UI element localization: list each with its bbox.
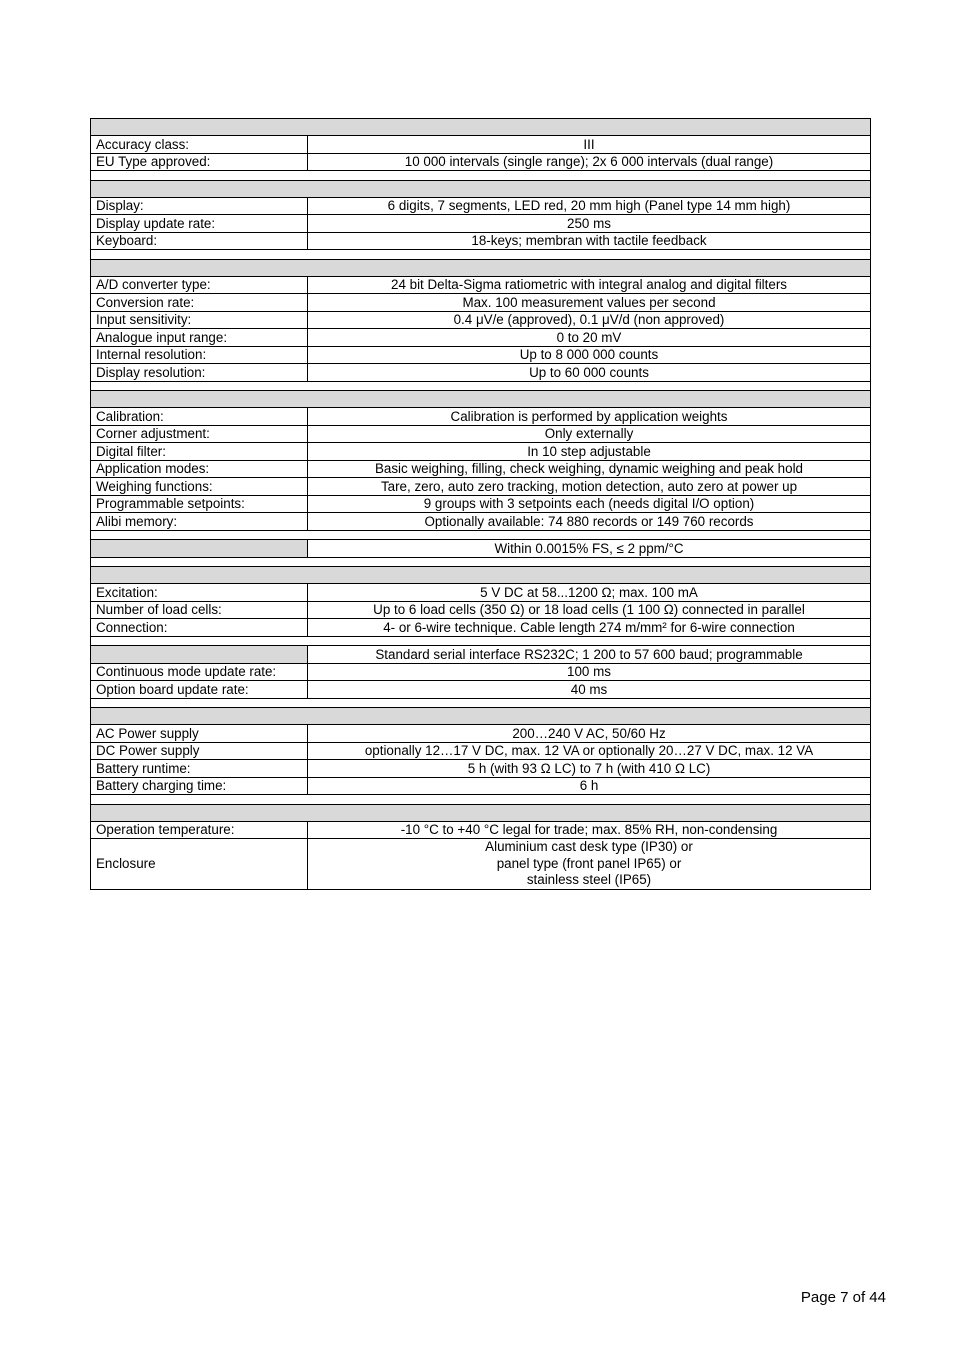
spec-value-line: Aluminium cast desk type (IP30) or — [485, 839, 693, 855]
spec-row — [91, 681, 871, 699]
spec-label: Weighing functions: — [91, 478, 308, 496]
spec-value: 0 to 20 mV — [308, 329, 871, 347]
spec-value: Optionally available: 74 880 records or 149 760 records — [308, 513, 871, 531]
spec-label: A/D converter type: — [91, 276, 308, 294]
spec-row — [91, 425, 871, 443]
spec-row — [91, 215, 871, 233]
spacer-row — [91, 557, 871, 567]
spec-label: Enclosure — [91, 839, 308, 890]
spec-label: Analogue input range: — [91, 329, 308, 347]
spec-value-line: stainless steel (IP65) — [526, 872, 652, 888]
spec-value: 5 h (with 93 Ω LC) to 7 h (with 410 Ω LC) — [308, 760, 871, 778]
spec-label: DC Power supply — [91, 742, 308, 760]
spec-row — [91, 311, 871, 329]
spacer-cell — [91, 698, 871, 708]
spec-label: AC Power supply — [91, 725, 308, 743]
section-header-row — [91, 708, 871, 725]
spec-row — [91, 619, 871, 637]
spacer-row — [91, 171, 871, 181]
spec-value: Basic weighing, filling, check weighing, dynamic weighing and peak hold — [308, 460, 871, 478]
spec-value: Calibration is performed by application weights — [308, 408, 871, 426]
section-header-cell — [91, 567, 871, 584]
spec-value: 18-keys; membran with tactile feedback — [308, 232, 871, 250]
spec-value: In 10 step adjustable — [308, 443, 871, 461]
spec-row — [91, 364, 871, 382]
spec-row — [91, 443, 871, 461]
spec-value: 4- or 6-wire technique. Cable length 274 m/mm² for 6-wire connection — [308, 619, 871, 637]
spec-value: III — [308, 136, 871, 154]
spec-row — [91, 136, 871, 154]
spec-label: Battery charging time: — [91, 777, 308, 795]
spec-row — [91, 513, 871, 531]
spec-row — [91, 495, 871, 513]
section-header-row — [91, 259, 871, 276]
spec-label: Accuracy class: — [91, 136, 308, 154]
spec-label: Alibi memory: — [91, 513, 308, 531]
section-header-cell — [91, 804, 871, 821]
section-header-cell — [91, 259, 871, 276]
spec-row — [91, 584, 871, 602]
spacer-cell — [91, 171, 871, 181]
spec-value: 250 ms — [308, 215, 871, 233]
spec-value: optionally 12…17 V DC, max. 12 VA or optionally 20…27 V DC, max. 12 VA — [308, 742, 871, 760]
spec-label: EU Type approved: — [91, 153, 308, 171]
spec-label: Display: — [91, 197, 308, 215]
spec-row — [91, 601, 871, 619]
spec-label — [91, 540, 308, 558]
spec-row — [91, 232, 871, 250]
spec-label: Corner adjustment: — [91, 425, 308, 443]
spec-row — [91, 346, 871, 364]
spec-label: Connection: — [91, 619, 308, 637]
spec-label: Operation temperature: — [91, 821, 308, 839]
spec-row — [91, 742, 871, 760]
spec-row — [91, 646, 871, 664]
spec-value: 24 bit Delta-Sigma ratiometric with integral analog and digital filters — [308, 276, 871, 294]
spec-value: 10 000 intervals (single range); 2x 6 000 intervals (dual range) — [308, 153, 871, 171]
spec-value: 9 groups with 3 setpoints each (needs digital I/O option) — [308, 495, 871, 513]
spacer-row — [91, 795, 871, 805]
specification-table-body — [91, 119, 871, 890]
section-header-cell — [91, 180, 871, 197]
spec-value: Standard serial interface RS232C; 1 200 to 57 600 baud; programmable — [308, 646, 871, 664]
spec-value: 100 ms — [308, 663, 871, 681]
page-number: Page 7 of 44 — [800, 1289, 886, 1306]
spec-value: Tare, zero, auto zero tracking, motion detection, auto zero at power up — [308, 478, 871, 496]
spec-label: Excitation: — [91, 584, 308, 602]
spec-value: 200…240 V AC, 50/60 Hz — [308, 725, 871, 743]
spec-label — [91, 646, 308, 664]
spec-label: Digital filter: — [91, 443, 308, 461]
spec-value: -10 °C to +40 °C legal for trade; max. 85% RH, non-condensing — [308, 821, 871, 839]
spec-row — [91, 153, 871, 171]
section-header-row — [91, 180, 871, 197]
spec-row — [91, 276, 871, 294]
section-header-cell — [91, 119, 871, 136]
spec-label: Continuous mode update rate: — [91, 663, 308, 681]
spec-row — [91, 839, 871, 890]
section-header-row — [91, 567, 871, 584]
spec-value: 6 digits, 7 segments, LED red, 20 mm high (Panel type 14 mm high) — [308, 197, 871, 215]
spec-row — [91, 197, 871, 215]
spec-label: Battery runtime: — [91, 760, 308, 778]
spacer-cell — [91, 250, 871, 260]
spec-row — [91, 725, 871, 743]
spec-row — [91, 821, 871, 839]
spec-label: Internal resolution: — [91, 346, 308, 364]
spec-value: 6 h — [308, 777, 871, 795]
spec-label: Application modes: — [91, 460, 308, 478]
spec-label: Option board update rate: — [91, 681, 308, 699]
spacer-row — [91, 636, 871, 646]
spec-value: Max. 100 measurement values per second — [308, 294, 871, 312]
spec-value: Only externally — [308, 425, 871, 443]
section-header-cell — [91, 391, 871, 408]
spec-label: Keyboard: — [91, 232, 308, 250]
spacer-cell — [91, 381, 871, 391]
spec-row — [91, 329, 871, 347]
spec-value: 40 ms — [308, 681, 871, 699]
spec-label: Calibration: — [91, 408, 308, 426]
spec-row — [91, 460, 871, 478]
spacer-row — [91, 250, 871, 260]
spec-label: Display update rate: — [91, 215, 308, 233]
spec-row — [91, 478, 871, 496]
spec-value: 0.4 μV/e (approved), 0.1 μV/d (non approved) — [308, 311, 871, 329]
spec-value: Within 0.0015% FS, ≤ 2 ppm/°C — [308, 540, 871, 558]
spec-row — [91, 540, 871, 558]
spec-value: Up to 60 000 counts — [308, 364, 871, 382]
spec-label: Input sensitivity: — [91, 311, 308, 329]
spacer-cell — [91, 795, 871, 805]
spec-label: Conversion rate: — [91, 294, 308, 312]
section-header-row — [91, 391, 871, 408]
spacer-row — [91, 381, 871, 391]
specification-table — [90, 118, 871, 890]
spacer-cell — [91, 636, 871, 646]
spec-row — [91, 294, 871, 312]
spec-value: Up to 8 000 000 counts — [308, 346, 871, 364]
spec-row — [91, 408, 871, 426]
spec-row — [91, 760, 871, 778]
spec-value — [308, 839, 871, 890]
spec-label: Number of load cells: — [91, 601, 308, 619]
spec-row — [91, 663, 871, 681]
spacer-row — [91, 530, 871, 540]
spec-row — [91, 777, 871, 795]
spacer-cell — [91, 530, 871, 540]
spec-value: 5 V DC at 58...1200 Ω; max. 100 mA — [308, 584, 871, 602]
spec-value: Up to 6 load cells (350 Ω) or 18 load cells (1 100 Ω) connected in parallel — [308, 601, 871, 619]
section-header-row — [91, 119, 871, 136]
spec-value-line: panel type (front panel IP65) or — [496, 855, 682, 871]
section-header-cell — [91, 708, 871, 725]
section-header-row — [91, 804, 871, 821]
spacer-row — [91, 698, 871, 708]
spacer-cell — [91, 557, 871, 567]
spec-label: Display resolution: — [91, 364, 308, 382]
spec-label: Programmable setpoints: — [91, 495, 308, 513]
